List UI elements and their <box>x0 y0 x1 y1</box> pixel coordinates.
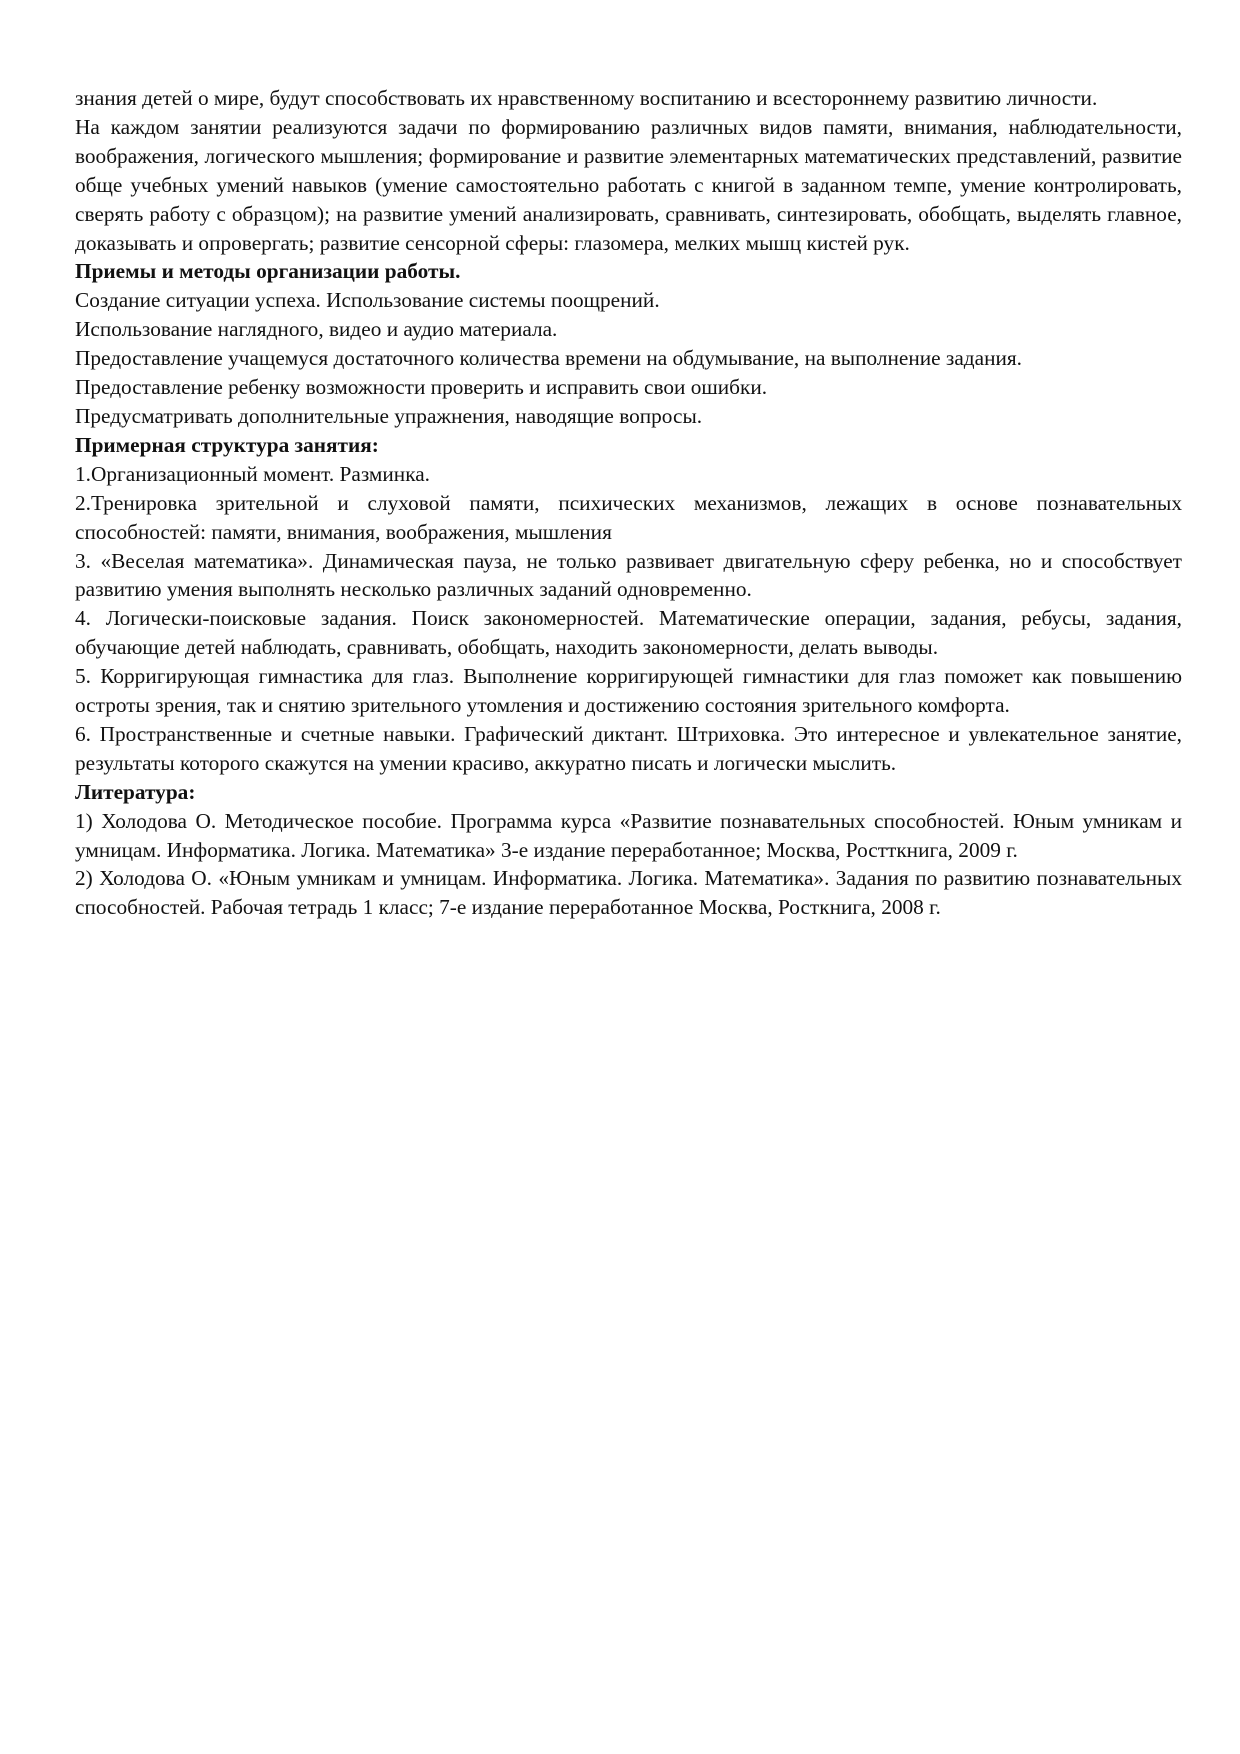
literature-item: 1) Холодова О. Методическое пособие. Программа курса «Развитие познавательных способностей. Юным умникам и умницам. Информатика. Логика. Математика» 3-е издание переработанное; Москва, Ростткнига, 2009 г. <box>75 808 1182 862</box>
document-page <box>75 84 1182 922</box>
structure-item: 3. «Веселая математика». Динамическая пауза, не только развивает двигательную сферу ребенка, но и способствует развитию умения выполнять несколько различных заданий одновременно. <box>75 548 1182 602</box>
structure-item: 2.Тренировка зрительной и слуховой памяти, психических механизмов, лежащих в основе познавательных способностей: памяти, внимания, воображения, мышления <box>75 490 1182 544</box>
structure-item: 4. Логически-поисковые задания. Поиск закономерностей. Математические операции, задания, ребусы, задания, обучающие детей наблюдать, сравнивать, обобщать, находить закономерности, делать выводы. <box>75 606 1182 660</box>
methods-item: Создание ситуации успеха. Использование системы поощрений. <box>75 288 660 313</box>
structure-item: 6. Пространственные и счетные навыки. Графический диктант. Штриховка. Это интересное и увлекательное занятие, результаты которого скажутся на умении красиво, аккуратно писать и логически мыслить. <box>75 721 1182 775</box>
intro-continuation: знания детей о мире, будут способствовать их нравственному воспитанию и всестороннему развитию личности. <box>75 86 1098 110</box>
methods-item: Предоставление учащемуся достаточного количества времени на обдумывание, на выполнение задания. <box>75 346 1022 371</box>
structure-item: 5. Корригирующая гимнастика для глаз. Выполнение корригирующей гимнастики для глаз поможет как повышению остроты зрения, так и снятию зрительного утомления и достижению состояния зрительного комфорта. <box>75 664 1182 718</box>
literature-item: 2) Холодова О. «Юным умникам и умницам. Информатика. Логика. Математика». Задания по развитию познавательных способностей. Рабочая тетрадь 1 класс; 7-е издание переработанное Москва, Росткнига, 2008 г. <box>75 866 1182 920</box>
intro-tasks: На каждом занятии реализуются задачи по формированию различных видов памяти, внимания, наблюдательности, воображения, логического мышления; формирование и развитие элементарных математических представлений, развитие обще учебных умений навыков (умение самостоятельно работать с книгой в заданном темпе, умение контролировать, сверять работу с образцом); на развитие умений анализировать, сравнивать, синтезировать, обобщать, выделять главное, доказывать и опровергать; развитие сенсорной сферы: глазомера, мелких мышц кистей рук. <box>75 114 1182 255</box>
methods-item: Предоставление ребенку возможности проверить и исправить свои ошибки. <box>75 375 768 400</box>
methods-item: Предусматривать дополнительные упражнения, наводящие вопросы. <box>75 403 703 428</box>
methods-item: Использование наглядного, видео и аудио материала. <box>75 317 558 342</box>
methods-heading: Приемы и методы организации работы. <box>75 259 461 284</box>
literature-heading: Литература: <box>75 779 196 804</box>
structure-heading: Примерная структура занятия: <box>75 432 379 457</box>
structure-item: 1.Организационный момент. Разминка. <box>75 461 430 486</box>
